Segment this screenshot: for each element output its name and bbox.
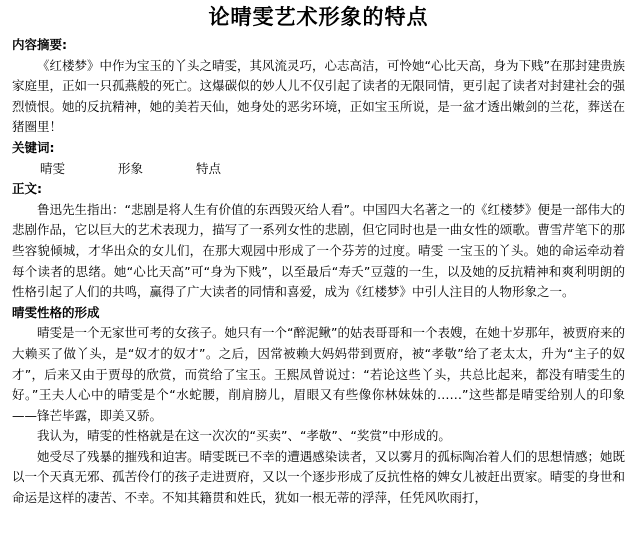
keywords-heading: 关键词: <box>12 139 55 155</box>
document-title: 论晴雯艺术形象的特点 <box>208 4 429 29</box>
section-paragraph: 她受尽了残暴的摧残和迫害。晴雯既已不幸的遭遇感染读者，又以雾月的孤标陶冶着人们的思想情感；她既以一个天真无邪、孤苦伶仃的孩子走进贾府，又以一个逐步形成了反抗性格的婢女儿被赶出贾家。晴雯的身世和命运是这样的凄苦、不幸。不知其籍贯和姓氏，犹如一根无蒂的浮萍，任凭风吹雨打， <box>12 448 625 506</box>
keyword-item: 特点 <box>196 160 222 176</box>
section-paragraph: 晴雯是一个无家世可考的女孩子。她只有一个“醉泥鳅”的姑表哥哥和一个表嫂，在她十岁那年，被贾府来的大赖买了做丫头，是“奴才的奴才”。之后，因常被赖大妈妈带到贾府，被“孝敬”给了老太太，升为“主子的奴才”，后来又由于贾母的欣赏，而赏给了宝玉。王熙凤曾说过：“若论这些丫头，共总比起来，都没有晴雯生的好。”王夫人心中的晴雯是个“水蛇腰，削肩膀儿，眉眼又有些像你林妹妹的……”这些都是晴雯给别人的印象——锋芒毕露，即美又骄。 <box>12 325 625 423</box>
keyword-item: 晴雯 <box>40 160 66 176</box>
section-heading: 晴雯性格的形成 <box>12 304 100 320</box>
abstract-paragraph: 《红楼梦》中作为宝玉的丫头之晴雯，其风流灵巧，心志高洁，可怜她“心比天高，身为下贱”在那封建贵族家庭里，正如一只孤燕般的死亡。这爆碳似的妙人儿不仅引起了读者的无限同情，更引起了读者对封建社会的强烈愤恨。她的反抗精神，她的美若天仙，她身处的恶劣环境，正如宝玉所说，是一盆才透出嫩剑的兰花，葬送在猪圈里！ <box>12 57 625 135</box>
body-heading: 正文: <box>12 181 42 197</box>
keywords-list <box>12 159 625 180</box>
body-paragraph: 鲁迅先生指出：“悲剧是将人生有价值的东西毁灭给人看”。中国四大名著之一的《红楼梦》便是一部伟大的悲剧作品，它以巨大的艺术表现力，描写了一系列女性的悲剧，但它同时也是一曲女性的颂歌。曹雪芹笔下的那些容貌倾城，才华出众的女儿们，在那大观园中形成了一个芬芳的过度。晴雯 一宝玉的丫头。她的命运牵动着每个读者的思绪。她“心比天高”可“身为下贱”，以至最后“寿夭”豆蔻的一生，以及她的反抗精神和爽利明朗的性格引起了人们的共鸣，赢得了广大读者的同情和喜爱，成为《红楼梦》中引人注目的人物形象之一。 <box>12 201 625 300</box>
keyword-item: 形象 <box>118 160 144 176</box>
section-paragraph: 我认为，晴雯的性格就是在这一次次的“买卖”、“孝敬”、“奖赏”中形成的。 <box>37 428 451 444</box>
abstract-heading: 内容摘要: <box>12 37 67 52</box>
